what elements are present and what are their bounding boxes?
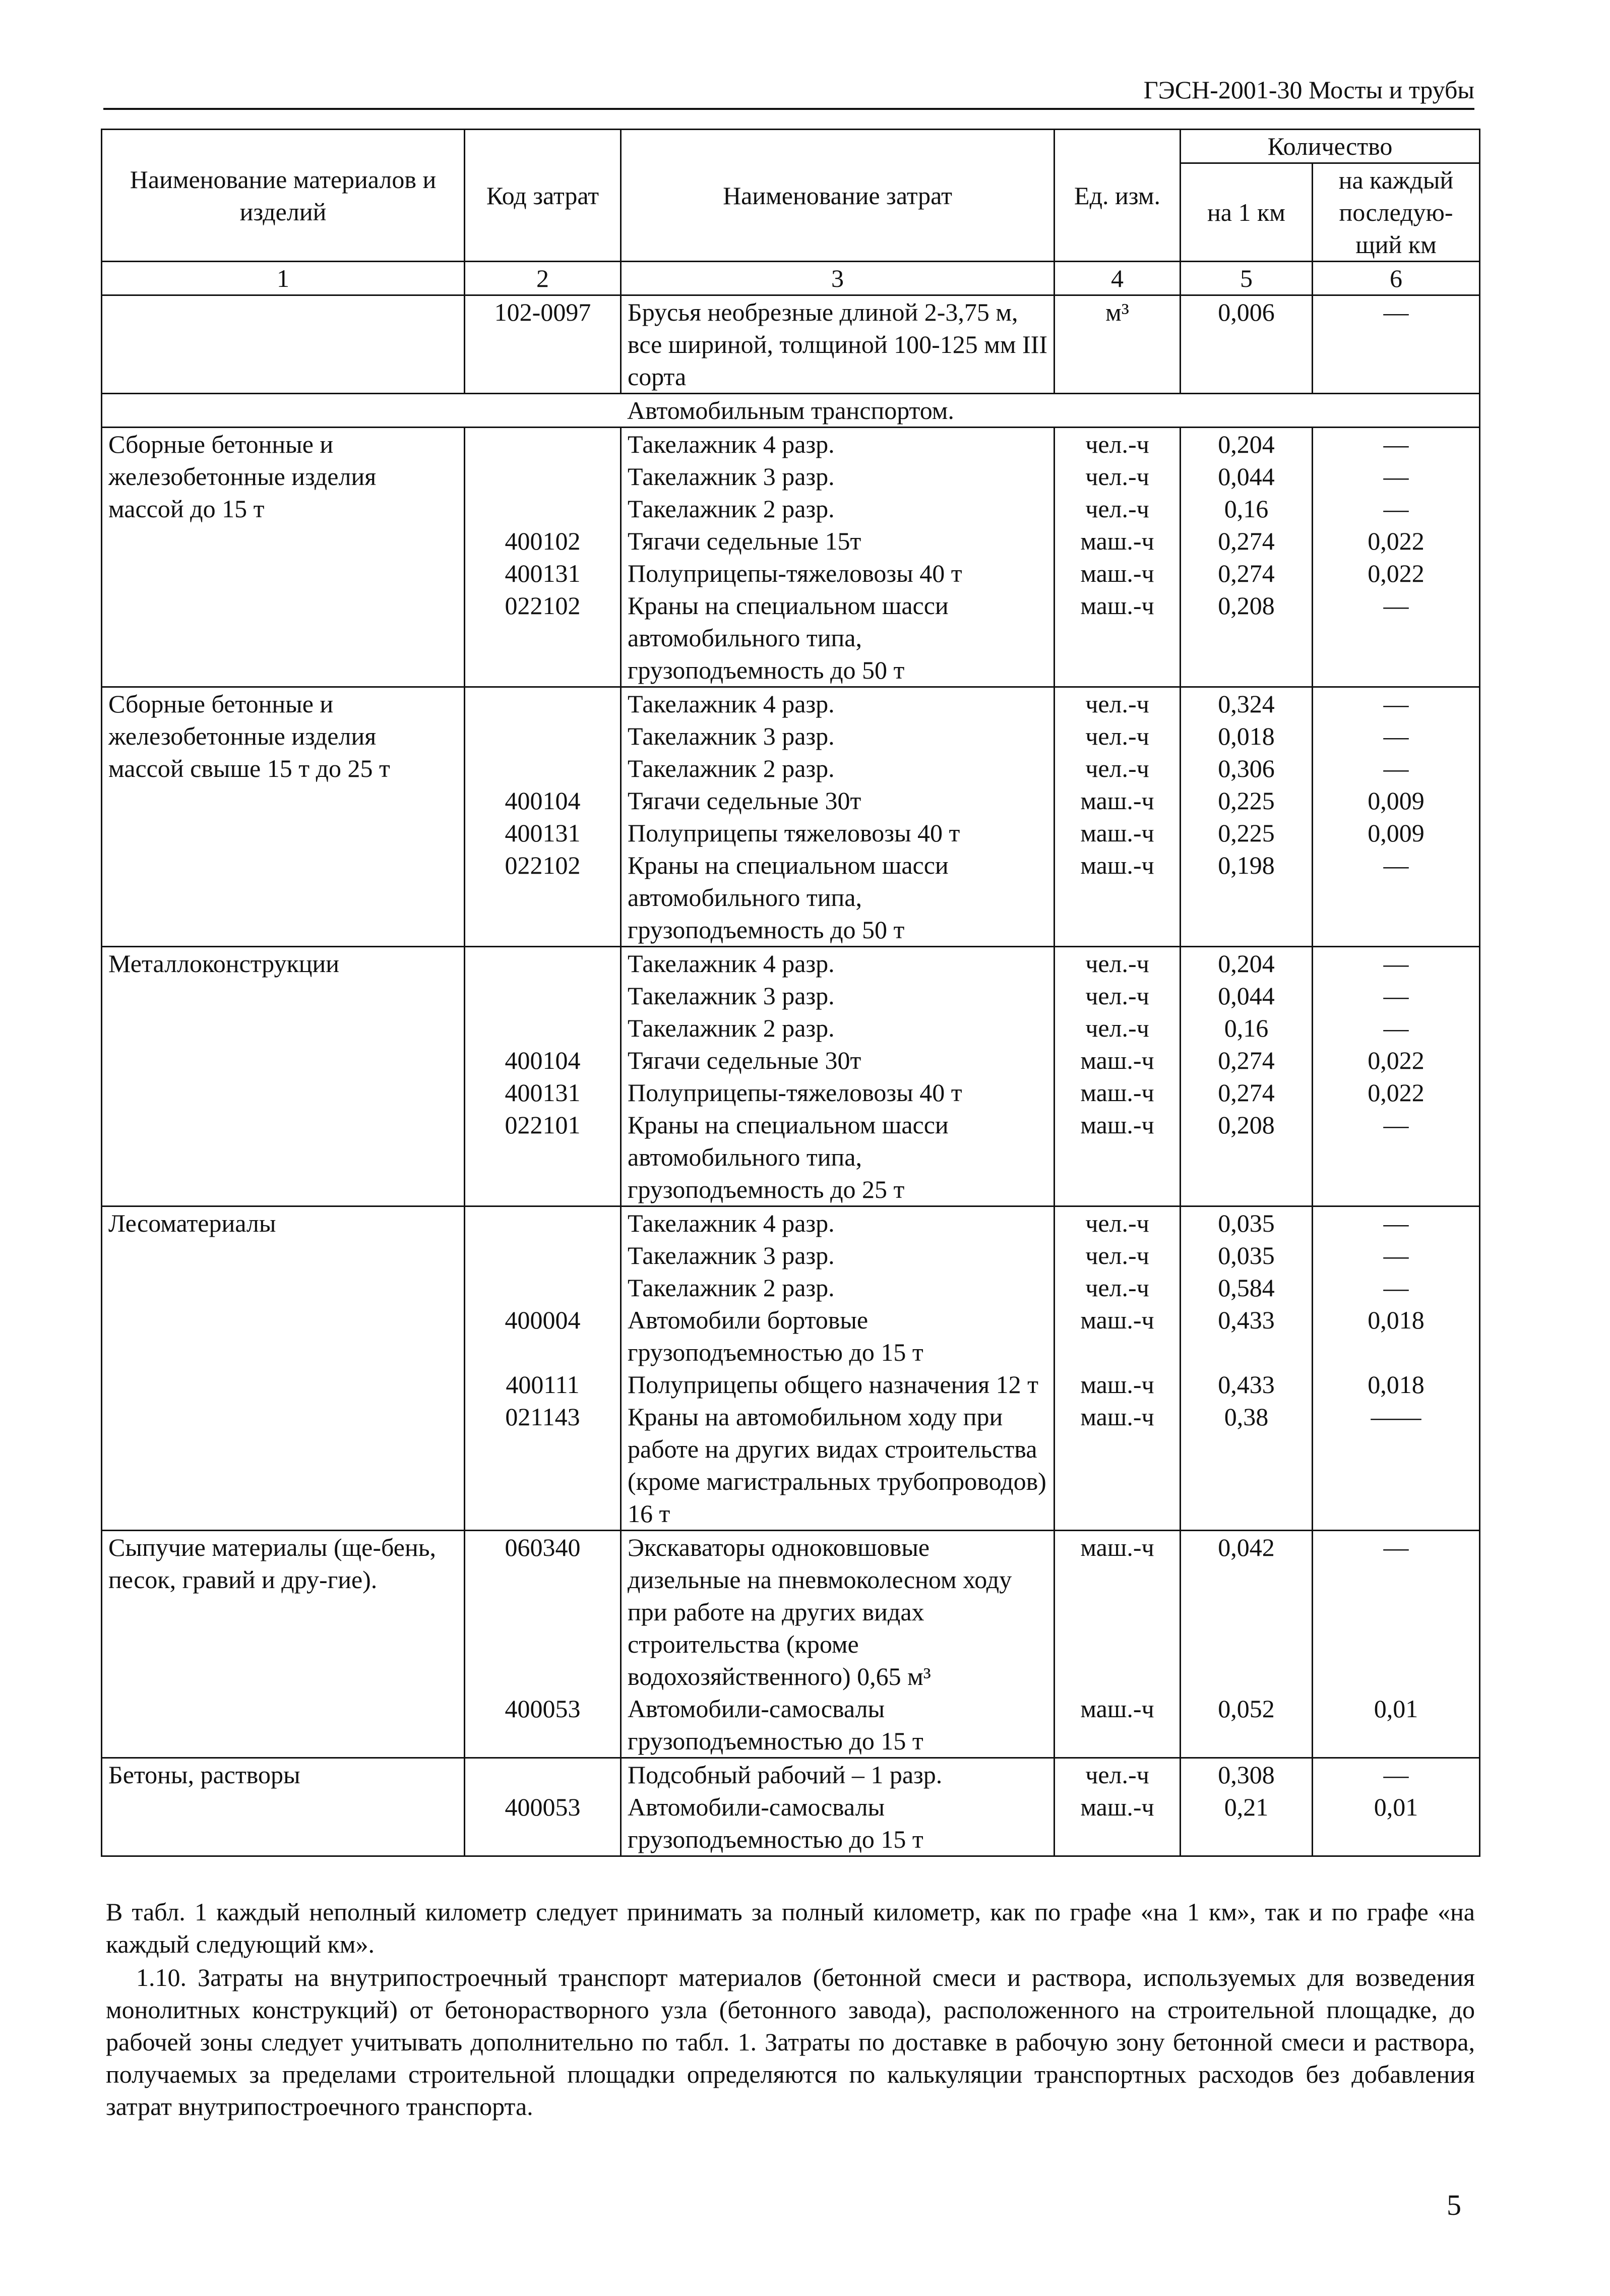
code-cell: 400131	[465, 557, 621, 589]
code-cell: 400111	[465, 1368, 621, 1401]
unit-cell: чел.-ч	[1055, 752, 1181, 784]
materials-table	[101, 129, 1480, 1857]
code-cell	[465, 687, 621, 720]
code-cell: 060340	[465, 1531, 621, 1693]
qty-per-next-km-cell: 0,009	[1313, 817, 1480, 849]
qty-per-next-km-cell: —	[1313, 1239, 1480, 1272]
code-cell	[465, 1206, 621, 1240]
section-title: Автомобильным транспортом.	[102, 394, 1480, 428]
unit-cell: чел.-ч	[1055, 428, 1181, 461]
unit-cell: маш.-ч	[1055, 1401, 1181, 1531]
unit-cell: чел.-ч	[1055, 1272, 1181, 1304]
material-cell: Сборные бетонные и железобетонные изделия массой до 15 т	[102, 428, 465, 687]
code-cell: 400004	[465, 1304, 621, 1368]
qty-per-next-km-cell: 0,018	[1313, 1368, 1480, 1401]
qty-per-km-cell: 0,433	[1181, 1304, 1313, 1368]
unit-cell: маш.-ч	[1055, 1791, 1181, 1856]
code-cell	[465, 1239, 621, 1272]
qty-per-km-cell: 0,208	[1181, 1109, 1313, 1206]
unit-cell: чел.-ч	[1055, 687, 1181, 720]
qty-per-km-cell: 0,204	[1181, 947, 1313, 980]
material-cell	[102, 295, 465, 394]
qty-per-next-km-cell: 0,018	[1313, 1304, 1480, 1368]
material-cell: Сборные бетонные и железобетонные изделия массой свыше 15 т до 25 т	[102, 687, 465, 947]
table-row	[102, 428, 1480, 461]
qty-per-next-km-cell: —	[1313, 947, 1480, 980]
table-row	[102, 947, 1480, 980]
header-material: Наименование материалов и изделий	[102, 130, 465, 262]
unit-cell: чел.-ч	[1055, 980, 1181, 1012]
header-quantity: Количество	[1181, 130, 1480, 163]
qty-per-km-cell: 0,225	[1181, 784, 1313, 817]
header-per-km: на 1 км	[1181, 163, 1313, 262]
code-cell	[465, 428, 621, 461]
qty-per-next-km-cell: —	[1313, 1272, 1480, 1304]
cost-name-cell: Тягачи седельные 30т	[621, 1044, 1055, 1076]
footer-paragraph-2: 1.10. Затраты на внутрипостроечный транспорт материалов (бетонной смеси и раствора, используемых для возведения монолитных конструкций) от бетонорастворного узла (бетонного завода), расположенного на строительной площадке, до рабочей зоны следует учитывать дополнительно по табл. 1. Затраты по доставке в рабочую зону бетонной смеси и раствора, получаемых за пределами строительной площадки определяются по калькуляции транспортных расходов без добавления затрат внутрипостроечного транспорта.	[106, 1963, 1475, 2121]
header-code: Код затрат	[465, 130, 621, 262]
qty-per-next-km-cell: 0,009	[1313, 784, 1480, 817]
code-cell: 022102	[465, 849, 621, 947]
unit-cell: маш.-ч	[1055, 1044, 1181, 1076]
qty-per-km-cell: 0,204	[1181, 428, 1313, 461]
qty-per-km-cell: 0,018	[1181, 720, 1313, 752]
unit-cell: чел.-ч	[1055, 493, 1181, 525]
qty-per-km-cell: 0,035	[1181, 1239, 1313, 1272]
qty-per-km-cell: 0,306	[1181, 752, 1313, 784]
qty-per-next-km-cell: —	[1313, 493, 1480, 525]
footer-paragraph-1: В табл. 1 каждый неполный километр следует принимать за полный километр, как по графе «на 1 км», так и по графе «на каждый следующий км».	[106, 1898, 1475, 1958]
qty-per-next-km-cell: ——	[1313, 1401, 1480, 1531]
qty-per-next-km-cell: —	[1313, 1109, 1480, 1206]
table-row	[102, 1531, 1480, 1693]
section-title-row	[102, 394, 1480, 428]
cost-name-cell: Автомобили-самосвалы грузоподъемностью до 15 т	[621, 1693, 1055, 1758]
cost-name-cell: Такелажник 2 разр.	[621, 493, 1055, 525]
cost-name-cell: Полуприцепы тяжеловозы 40 т	[621, 817, 1055, 849]
unit-cell: маш.-ч	[1055, 1693, 1181, 1758]
unit-cell: маш.-ч	[1055, 1109, 1181, 1206]
unit-cell: маш.-ч	[1055, 1304, 1181, 1368]
cost-name-cell: Такелажник 3 разр.	[621, 1239, 1055, 1272]
qty-per-km-cell: 0,052	[1181, 1693, 1313, 1758]
qty-per-next-km-cell: —	[1313, 1758, 1480, 1791]
cost-name-cell: Такелажник 3 разр.	[621, 460, 1055, 493]
qty-per-km-cell: 0,198	[1181, 849, 1313, 947]
qty-per-km-cell: 0,274	[1181, 557, 1313, 589]
cost-name-cell: Такелажник 4 разр.	[621, 1206, 1055, 1240]
material-cell: Лесоматериалы	[102, 1206, 465, 1531]
cost-name-cell: Краны на специальном шасси автомобильного типа, грузоподъемность до 50 т	[621, 589, 1055, 687]
unit-cell: маш.-ч	[1055, 817, 1181, 849]
cost-name-cell: Такелажник 2 разр.	[621, 752, 1055, 784]
cost-name-cell: Такелажник 4 разр.	[621, 947, 1055, 980]
qty-per-next-km-cell: —	[1313, 1206, 1480, 1240]
table-row	[102, 295, 1480, 394]
qty-per-next-km-cell: —	[1313, 752, 1480, 784]
code-cell: 400102	[465, 525, 621, 557]
qty-per-km-cell: 0,21	[1181, 1791, 1313, 1856]
code-cell	[465, 460, 621, 493]
col-num: 2	[465, 262, 621, 295]
unit-cell: маш.-ч	[1055, 784, 1181, 817]
code-cell	[465, 947, 621, 980]
qty-per-km-cell: 0,042	[1181, 1531, 1313, 1693]
table-row	[102, 687, 1480, 720]
page-number: 5	[1447, 2189, 1461, 2221]
qty-per-next-km-cell: —	[1313, 980, 1480, 1012]
header-cost-name: Наименование затрат	[621, 130, 1055, 262]
qty-per-next-km-cell: —	[1313, 295, 1480, 394]
cost-name-cell: Такелажник 4 разр.	[621, 687, 1055, 720]
qty-per-km-cell: 0,38	[1181, 1401, 1313, 1531]
cost-name-cell: Тягачи седельные 15т	[621, 525, 1055, 557]
qty-per-next-km-cell: —	[1313, 687, 1480, 720]
qty-per-next-km-cell: —	[1313, 1531, 1480, 1693]
qty-per-km-cell: 0,16	[1181, 1012, 1313, 1044]
qty-per-next-km-cell: 0,022	[1313, 1076, 1480, 1109]
qty-per-km-cell: 0,584	[1181, 1272, 1313, 1304]
code-cell: 022101	[465, 1109, 621, 1206]
column-numbers-row	[102, 262, 1480, 295]
material-cell: Металлоконструкции	[102, 947, 465, 1206]
unit-cell: чел.-ч	[1055, 1206, 1181, 1240]
qty-per-next-km-cell: —	[1313, 849, 1480, 947]
cost-name-cell: Подсобный рабочий – 1 разр.	[621, 1758, 1055, 1791]
cost-name-cell: Краны на автомобильном ходу при работе на других видах строительства (кроме магистральных трубопроводов) 16 т	[621, 1401, 1055, 1531]
code-cell: 102-0097	[465, 295, 621, 394]
qty-per-km-cell: 0,225	[1181, 817, 1313, 849]
col-num: 1	[102, 262, 465, 295]
code-cell: 400131	[465, 1076, 621, 1109]
qty-per-km-cell: 0,044	[1181, 980, 1313, 1012]
cost-name-cell: Полуприцепы общего назначения 12 т	[621, 1368, 1055, 1401]
cost-name-cell: Полуприцепы-тяжеловозы 40 т	[621, 557, 1055, 589]
code-cell	[465, 1012, 621, 1044]
code-cell: 400131	[465, 817, 621, 849]
code-cell: 021143	[465, 1401, 621, 1531]
qty-per-next-km-cell: 0,022	[1313, 1044, 1480, 1076]
col-num: 5	[1181, 262, 1313, 295]
cost-name-cell: Такелажник 3 разр.	[621, 720, 1055, 752]
unit-cell: чел.-ч	[1055, 720, 1181, 752]
page-header: ГЭСН-2001-30 Мосты и трубы	[1143, 76, 1474, 104]
qty-per-km-cell: 0,006	[1181, 295, 1313, 394]
qty-per-km-cell: 0,16	[1181, 493, 1313, 525]
cost-name-cell: Брусья необрезные длиной 2-3,75 м, все шириной, толщиной 100-125 мм III сорта	[621, 295, 1055, 394]
cost-name-cell: Автомобили бортовые грузоподъемностью до 15 т	[621, 1304, 1055, 1368]
unit-cell: чел.-ч	[1055, 947, 1181, 980]
unit-cell: маш.-ч	[1055, 525, 1181, 557]
cost-name-cell: Автомобили-самосвалы грузоподъемностью до 15 т	[621, 1791, 1055, 1856]
qty-per-km-cell: 0,274	[1181, 1044, 1313, 1076]
code-cell: 400053	[465, 1791, 621, 1856]
qty-per-next-km-cell: 0,01	[1313, 1693, 1480, 1758]
col-num: 6	[1313, 262, 1480, 295]
unit-cell: маш.-ч	[1055, 1531, 1181, 1693]
qty-per-km-cell: 0,308	[1181, 1758, 1313, 1791]
table-row	[102, 1206, 1480, 1240]
code-cell: 400104	[465, 784, 621, 817]
cost-name-cell: Полуприцепы-тяжеловозы 40 т	[621, 1076, 1055, 1109]
material-cell: Сыпучие материалы (ще-бень, песок, гравий и дру-гие).	[102, 1531, 465, 1758]
code-cell: 400104	[465, 1044, 621, 1076]
cost-name-cell: Такелажник 2 разр.	[621, 1012, 1055, 1044]
code-cell: 022102	[465, 589, 621, 687]
unit-cell: м³	[1055, 295, 1181, 394]
unit-cell: чел.-ч	[1055, 460, 1181, 493]
qty-per-next-km-cell: —	[1313, 428, 1480, 461]
unit-cell: маш.-ч	[1055, 1076, 1181, 1109]
qty-per-next-km-cell: 0,022	[1313, 525, 1480, 557]
cost-name-cell: Такелажник 2 разр.	[621, 1272, 1055, 1304]
unit-cell: чел.-ч	[1055, 1239, 1181, 1272]
unit-cell: маш.-ч	[1055, 1368, 1181, 1401]
cost-name-cell: Такелажник 3 разр.	[621, 980, 1055, 1012]
qty-per-km-cell: 0,274	[1181, 525, 1313, 557]
cost-name-cell: Краны на специальном шасси автомобильного типа, грузоподъемность до 50 т	[621, 849, 1055, 947]
qty-per-km-cell: 0,324	[1181, 687, 1313, 720]
table-body	[102, 295, 1480, 1856]
cost-name-cell: Краны на специальном шасси автомобильного типа, грузоподъемность до 25 т	[621, 1109, 1055, 1206]
code-cell: 400053	[465, 1693, 621, 1758]
header-unit: Ед. изм.	[1055, 130, 1181, 262]
cost-name-cell: Экскаваторы одноковшовые дизельные на пневмоколесном ходу при работе на других видах строительства (кроме водохозяйственного) 0,65 м³	[621, 1531, 1055, 1693]
unit-cell: маш.-ч	[1055, 557, 1181, 589]
qty-per-next-km-cell: —	[1313, 720, 1480, 752]
qty-per-km-cell: 0,433	[1181, 1368, 1313, 1401]
code-cell	[465, 1272, 621, 1304]
qty-per-next-km-cell: 0,01	[1313, 1791, 1480, 1856]
col-num: 3	[621, 262, 1055, 295]
cost-name-cell: Такелажник 4 разр.	[621, 428, 1055, 461]
code-cell	[465, 980, 621, 1012]
qty-per-km-cell: 0,208	[1181, 589, 1313, 687]
qty-per-km-cell: 0,044	[1181, 460, 1313, 493]
unit-cell: маш.-ч	[1055, 589, 1181, 687]
code-cell	[465, 752, 621, 784]
qty-per-km-cell: 0,035	[1181, 1206, 1313, 1240]
col-num: 4	[1055, 262, 1181, 295]
unit-cell: маш.-ч	[1055, 849, 1181, 947]
cost-name-cell: Тягачи седельные 30т	[621, 784, 1055, 817]
unit-cell: чел.-ч	[1055, 1012, 1181, 1044]
code-cell	[465, 1758, 621, 1791]
unit-cell: чел.-ч	[1055, 1758, 1181, 1791]
qty-per-next-km-cell: —	[1313, 460, 1480, 493]
header-per-next-km: на каждый последую-щий км	[1313, 163, 1480, 262]
code-cell	[465, 720, 621, 752]
code-cell	[465, 493, 621, 525]
qty-per-next-km-cell: —	[1313, 589, 1480, 687]
qty-per-next-km-cell: 0,022	[1313, 557, 1480, 589]
qty-per-km-cell: 0,274	[1181, 1076, 1313, 1109]
header-rule	[103, 108, 1474, 110]
qty-per-next-km-cell: —	[1313, 1012, 1480, 1044]
material-cell: Бетоны, растворы	[102, 1758, 465, 1856]
table-row	[102, 1758, 1480, 1791]
